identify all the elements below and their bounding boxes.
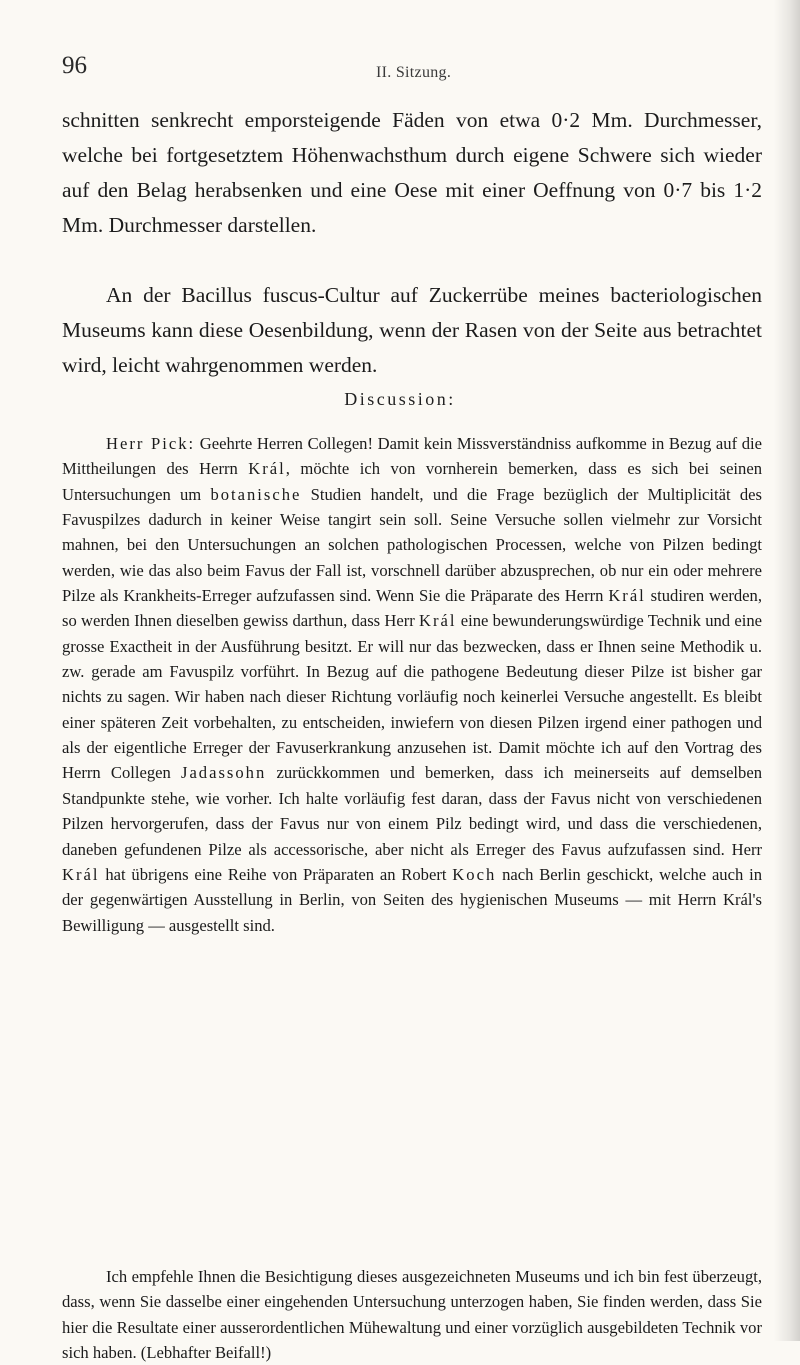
page-edge-shadow [774, 0, 800, 1341]
speaker-name: Herr Pick: [106, 434, 196, 453]
text-run: hat übrigens eine Reihe von Präparaten an Robert [99, 864, 453, 884]
running-head: II. Sitzung. [376, 64, 452, 81]
page-number: 96 [62, 52, 87, 79]
text-run: eine bewunderungswürdige Technik und eine grosse Exactheit in der Ausführung besitzt. Er will nur das bezwecken, dass er Ihnen seine Methodik u. zw. gerade am Favuspilz vorführt. In Bezug auf die pathogene Bedeutung dieser Pilze ist bisher gar nichts zu sagen. Wir haben nach dieser Richtung vorläufig noch keinerlei Versuche angestellt. Es bleibt einer späteren Zeit vorbehalten, zu entscheiden, inwiefern von diesen Pilzen irgend einer pathogen und als der eigentliche Erreger der Favuserkrankung anzusehen ist. Damit möchte ich auf den Vortrag des Herrn Collegen [62, 611, 762, 783]
person-name: Jadassohn [180, 763, 267, 783]
text-run: 's Bewilligung — ausgestellt sind. [62, 890, 762, 935]
text-run: , möchte ich von vornherein bemerken, dass es sich bei seinen Untersuchungen um [62, 459, 763, 504]
paragraph-2: An der Bacillus fuscus-Cultur auf Zuckerrübe meines bacteriologischen Museums kann diese Oesenbildung, wenn der Rasen von der Seite aus betrachtet wird, leicht wahrgenommen werden. [62, 283, 762, 377]
text-run: Studien handelt, und die Frage bezüglich der Multiplicität des Favuspilzes dadurch in keiner Weise tangirt sein soll. Seine Versuche sollen vielmehr zur Vorsicht mahnen, bei den Untersuchungen an solchen pathologischen Processen, welche von Pilzen bedingt werden, wie das also beim Favus der Fall ist, vorschnell darüber abzusprechen, ob nur ein oder mehrere Pilze als Krankheits-Erreger aufzufassen sind. Wenn Sie die Präparate des Herrn [62, 484, 762, 606]
person-name: Král [419, 611, 457, 631]
discussion-paragraph [62, 431, 762, 938]
person-name: Král [248, 459, 286, 479]
text-run: nach Berlin geschickt, welche auch in der gegenwärtigen Ausstellung in Berlin, von Seiten des hygienischen Museums — mit Herrn [62, 864, 762, 910]
discussion-heading: Discussion: [344, 389, 456, 409]
text-run: studiren werden, so werden Ihnen dieselben gewiss darthun, dass Herr [62, 586, 762, 631]
paragraph-1: schnitten senkrecht emporsteigende Fäden von etwa 0·2 Mm. Durchmesser, welche bei fortgesetztem Höhenwachsthum durch eigene Schwere sich wieder auf den Belag herabsenken und eine Oese mit einer Oeffnung von 0·7 bis 1·2 Mm. Durchmesser darstellen. [62, 108, 762, 237]
closing-paragraph: Ich empfehle Ihnen die Besichtigung dieses ausgezeichneten Museums und ich bin fest überzeugt, dass, wenn Sie dasselbe einer eingehenden Untersuchung unterzogen haben, Sie finden werden, dass Sie hier die Resultate einer ausserordentlichen Mühewaltung und einer vorzüglich ausgebildeten Technik vor sich haben. (Lebhafter Beifall!) [62, 1267, 762, 1363]
person-name: Koch [452, 864, 497, 884]
person-name: Král [608, 586, 646, 606]
text-run: Geehrte Herren Collegen! Damit kein Missverständniss aufkomme in Bezug auf die Mittheilungen des Herrn [62, 434, 763, 479]
person-name: Král [62, 864, 100, 884]
person-name: Král [723, 890, 753, 910]
text-run: zurückkommen und bemerken, dass ich meinerseits auf demselben Standpunkte stehe, wie vorher. Ich halte vorläufig fest daran, dass der Favus nicht von verschiedenen Pilzen hervorgerufen, dass der Favus nur von einem Pilz bedingt wird, und dass die verschiedenen, daneben gefundenen Pilze als accessorische, aber nicht als Erreger des Favus aufzufassen sind. Herr [62, 763, 763, 859]
emphasis: botanische [210, 484, 302, 504]
